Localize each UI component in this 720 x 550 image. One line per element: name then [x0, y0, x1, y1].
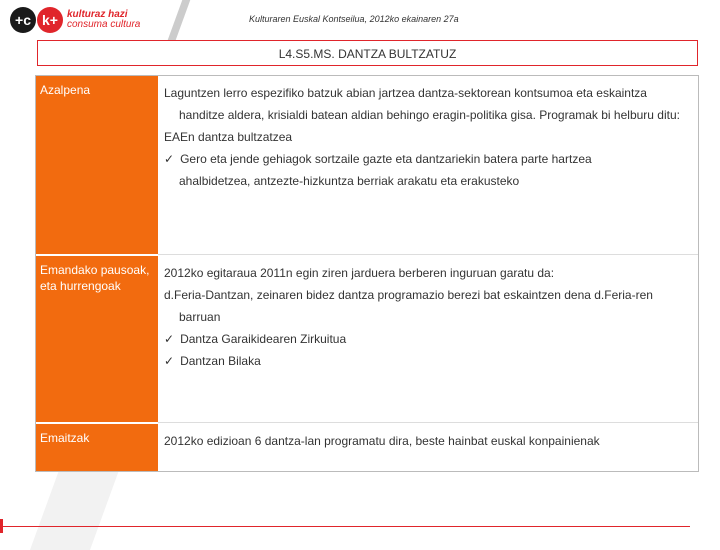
decorative-slash — [168, 0, 191, 40]
check-icon: ✓ — [164, 354, 175, 368]
row-divider — [158, 254, 698, 255]
logo-line1: kulturaz hazi — [67, 9, 128, 20]
logo-line2: consuma cultura — [67, 19, 141, 30]
footer-marker — [0, 519, 3, 533]
header-text: Kulturaren Euskal Kontseilua, 2012ko ekainaren 27a — [249, 14, 459, 24]
logo-text — [67, 10, 140, 30]
emandako-label: Emandako pausoak, eta hurrengoak — [40, 263, 150, 293]
emandako-bullet1-text: Dantza Garaikidearen Zirkuitua — [180, 332, 347, 346]
emandako-p1: 2012ko egitaraua 2011n egin ziren jarduera berberen inguruan garatu da: — [164, 266, 555, 280]
emandako-content — [158, 256, 698, 422]
emandako-p2-first: d.Feria-Dantzan, zeinaren bidez dantza programazio berezi bat eskaintzen dena d.Feria-ren — [164, 288, 653, 302]
azalpena-bullet1 — [164, 148, 688, 170]
title-box — [37, 40, 698, 66]
azalpena-p1-first: Laguntzen lerro espezifiko batzuk abian jartzea dantza-sektorean kontsumoa eta eskaintza — [164, 86, 647, 100]
emaitzak-p1: 2012ko edizioan 6 dantza-lan programatu dira, beste hainbat euskal konpainienak — [164, 434, 600, 448]
azalpena-bullet1-first: Gero eta jende gehiagok sortzaile gazte eta dantzariekin batera parte hartzea — [180, 152, 592, 166]
azalpena-p1-rest: handitze aldera, krisialdi batean aldian behingo eragin-politika gisa. Programak bi helburu ditu: — [179, 108, 680, 122]
azalpena-p2: EAEn dantza bultzatzea — [164, 130, 293, 144]
azalpena-label-cell — [36, 76, 158, 254]
check-icon: ✓ — [164, 152, 175, 166]
logo-circle-k: k+ — [37, 7, 63, 33]
emaitzak-content — [158, 424, 698, 471]
page-title: L4.S5.MS. DANTZA BULTZATUZ — [278, 47, 457, 61]
row-divider — [158, 422, 698, 423]
emandako-bullet2 — [164, 350, 688, 372]
emandako-label-cell — [36, 256, 158, 422]
footer-line — [0, 526, 690, 527]
emandako-bullet1 — [164, 328, 688, 350]
content-table — [35, 75, 699, 472]
emaitzak-label-cell — [36, 424, 158, 471]
logo-circle-c: +c — [10, 7, 36, 33]
azalpena-bullet1-rest: ahalbidetzea, antzezte-hizkuntza berriak arakatu eta erakusteko — [179, 174, 520, 188]
emandako-p2-rest: barruan — [179, 310, 221, 324]
emaitzak-label: Emaitzak — [40, 431, 90, 445]
check-icon: ✓ — [164, 332, 175, 346]
azalpena-content — [158, 76, 698, 254]
logo — [10, 6, 140, 34]
azalpena-label: Azalpena — [40, 83, 91, 97]
emandako-bullet2-text: Dantzan Bilaka — [180, 354, 261, 368]
